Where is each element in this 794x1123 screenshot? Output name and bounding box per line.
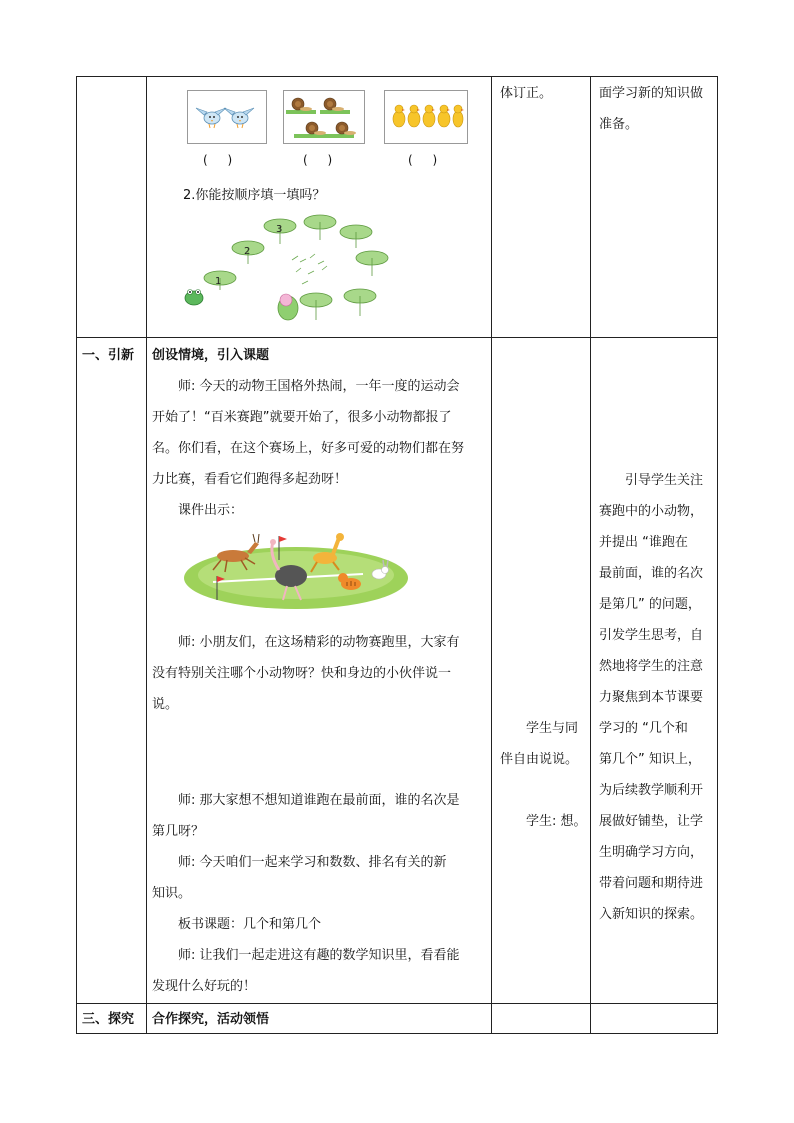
paragraph-intro: 师: 今天的动物王国格外热闹，一年一度的运动会 开始了！“百米赛跑”就要开始了，很多小动物都报了 名。你们看，在这个赛场上，好多可爱的动物们都在努 力比赛，看看它们跑得多起劲呀！ xyxy=(152,379,465,487)
section-label-intro: 一、引新 xyxy=(82,348,135,363)
row-divider-1 xyxy=(76,337,718,338)
chicks-picture xyxy=(384,90,468,144)
chick-icon xyxy=(393,105,405,127)
student-answer: 学生: 想。 xyxy=(526,814,587,829)
row0-purpose-line-1: 面学习新的知识做 xyxy=(599,86,704,101)
section-heading-explore: 合作探究，活动领悟 xyxy=(152,1012,270,1027)
table-border-top xyxy=(76,76,718,77)
answer-blank-2[interactable]: ( ) xyxy=(303,153,341,167)
bird-icon xyxy=(224,108,254,128)
courseware-label: 课件出示： xyxy=(178,503,244,518)
lily-pad-icon xyxy=(340,225,372,248)
chick-icon xyxy=(423,105,435,127)
board-title: 板书课题：几个和第几个 xyxy=(178,917,322,932)
section-label-explore: 三、探究 xyxy=(82,1012,135,1027)
table-border-right xyxy=(717,76,718,1034)
lily-pad-icon xyxy=(344,289,376,316)
snail-icon xyxy=(292,98,312,111)
table-border-left xyxy=(76,76,77,1034)
lily-pad-icon xyxy=(304,215,336,240)
snail-icon xyxy=(306,122,326,135)
row0-purpose-line-2: 准备。 xyxy=(599,117,639,132)
student-activity: 学生与同 伴自由说说。 xyxy=(500,721,579,767)
snail-icon xyxy=(336,122,356,135)
col-divider-3 xyxy=(590,76,591,1034)
frog-icon xyxy=(185,290,203,306)
paragraph-question-attention: 师: 小朋友们，在这场精彩的动物赛跑里，大家有 没有特别关注哪个小动物呀？快和身边的小伙伴说一 说。 xyxy=(152,635,460,712)
paragraph-new-knowledge: 师: 今天咱们一起来学习和数数、排名有关的新 知识。 xyxy=(152,855,447,901)
chick-icon xyxy=(438,105,450,127)
leaf-number-2: 2 xyxy=(244,246,251,257)
animal-race-illustration xyxy=(183,530,409,612)
bird-icon xyxy=(196,108,226,128)
question-2: 2.你能按顺序填一填吗？ xyxy=(183,188,326,203)
grass-sprigs-icon xyxy=(292,254,327,284)
answer-blank-1[interactable]: ( ) xyxy=(203,153,241,167)
section-heading-intro: 创设情境，引入课题 xyxy=(152,348,270,363)
chick-icon xyxy=(453,105,464,127)
col-divider-1 xyxy=(146,76,147,1034)
answer-blank-3[interactable]: ( ) xyxy=(408,153,446,167)
leaf-number-1: 1 xyxy=(215,276,222,287)
row0-correction-text: 体订正。 xyxy=(500,86,553,101)
lily-pad-icon xyxy=(300,293,332,320)
chick-icon xyxy=(408,105,420,127)
leaf-number-3: 3 xyxy=(276,224,283,235)
paragraph-question-ranking: 师: 那大家想不想知道谁跑在最前面，谁的名次是 第几呀？ xyxy=(152,793,460,839)
snails-picture xyxy=(283,90,365,144)
col-divider-2 xyxy=(491,76,492,1034)
design-intent: 引导学生关注 赛跑中的小动物， 并提出 “谁跑在 最前面，谁的名次 是第几” 的问题， 引发学生思考，自 然地将学生的注意 力聚焦到本节课要 学习的 “几个和 第几个” 知识上， 为后续教学顺利开 展做好铺垫，让学 生明确学习方向， 带着问题和期待进 入新知识的探索。 xyxy=(599,473,704,922)
snail-icon xyxy=(324,98,344,111)
paragraph-closing: 师: 让我们一起走进这有趣的数学知识里，看看能 发现什么好玩的！ xyxy=(152,948,460,994)
birds-picture xyxy=(187,90,267,144)
lily-pads-diagram xyxy=(180,212,400,330)
lily-pad-icon xyxy=(356,251,388,276)
lotus-flower-icon xyxy=(278,294,298,320)
